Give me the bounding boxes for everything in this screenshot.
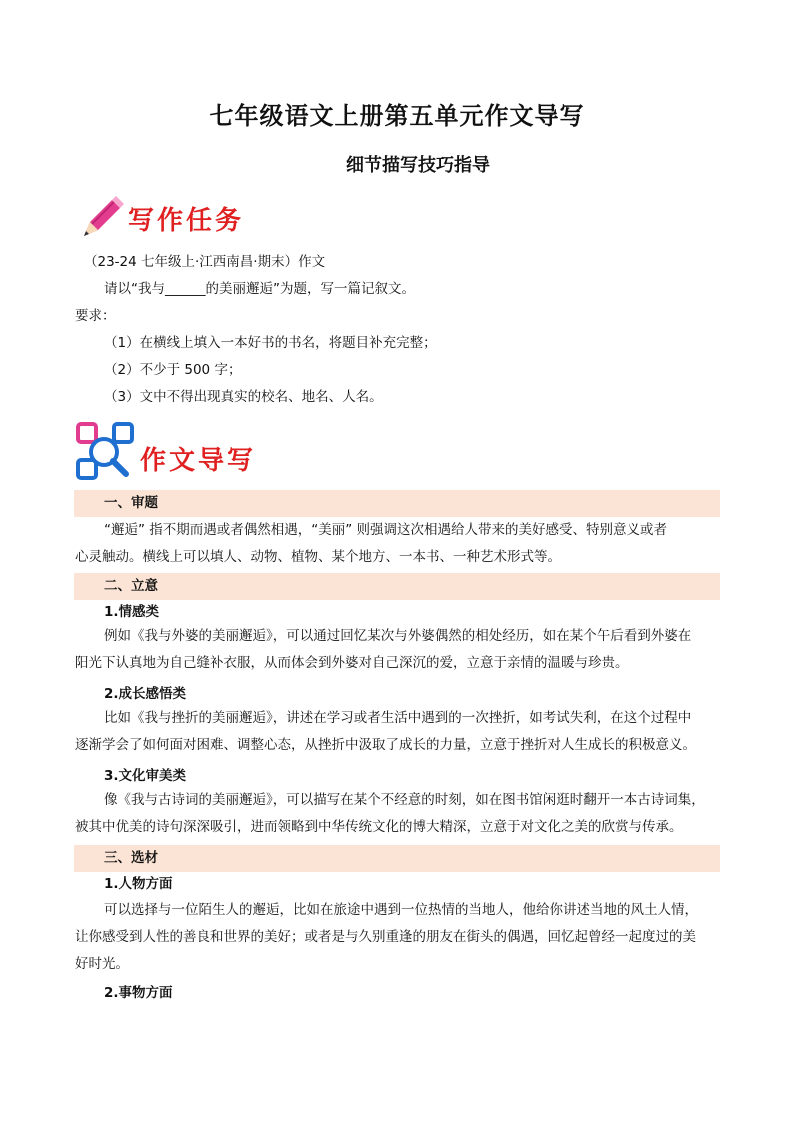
- culture-line-1: 像《我与古诗词的美丽邂逅》，可以描写在某个不经意的时刻，如在图书馆闲逛时翻开一本古诗词集，: [104, 792, 705, 808]
- task-prompt: 请以“我与______的美丽邂逅”为题，写一篇记叙文。: [104, 281, 415, 297]
- growth-line-2: 逐渐学会了如何面对困难、调整心态，从挫折中汲取了成长的力量，立意于挫折对人生成长的积极意义。: [75, 737, 696, 753]
- subtitle-culture: 3.文化审美类: [104, 768, 187, 784]
- section-title-material: 三、选材: [104, 850, 158, 866]
- requirement-2: （2）不少于 500 字；: [104, 362, 242, 378]
- people-line-2: 让你感受到人性的善良和世界的美好；或者是与久别重逢的朋友在街头的偶遇，回忆起曾经一起度过的美: [75, 929, 696, 945]
- requirement-1: （1）在横线上填入一本好书的书名，将题目补充完整；: [104, 335, 437, 351]
- section-title-review: 一、审题: [104, 495, 158, 511]
- page-subtitle: 细节描写技巧指导: [346, 155, 490, 176]
- growth-line-1: 比如《我与挫折的美丽邂逅》，讲述在学习或者生活中遇到的一次挫折，如考试失利，在这个过程中: [104, 710, 692, 726]
- subtitle-emotion: 1.情感类: [104, 604, 160, 620]
- task-source: （23-24 七年级上·江西南昌·期末）作文: [84, 254, 326, 270]
- subtitle-growth: 2.成长感悟类: [104, 686, 187, 702]
- section-band-review: [74, 490, 720, 517]
- review-line-1: “邂逅” 指不期而遇或者偶然相遇，“美丽” 则强调这次相遇给人带来的美好感受、特别意义或者: [104, 522, 668, 538]
- writing-guide-heading: 作文导写: [140, 446, 257, 476]
- pencil-icon: [76, 192, 126, 242]
- requirement-3: （3）文中不得出现真实的校名、地名、人名。: [104, 389, 383, 405]
- requirements-label: 要求：: [75, 308, 116, 324]
- subtitle-things: 2.事物方面: [104, 985, 173, 1001]
- emotion-line-1: 例如《我与外婆的美丽邂逅》，可以通过回忆某次与外婆偶然的相处经历，如在某个午后看到外婆在: [104, 628, 692, 644]
- people-line-1: 可以选择与一位陌生人的邂逅，比如在旅途中遇到一位热情的当地人，他给你讲述当地的风土人情，: [104, 902, 698, 918]
- subtitle-people: 1.人物方面: [104, 876, 173, 892]
- writing-task-heading: 写作任务: [128, 206, 245, 236]
- section-band-theme: [74, 573, 720, 600]
- section-title-theme: 二、立意: [104, 578, 158, 594]
- people-line-3: 好时光。: [75, 956, 129, 972]
- culture-line-2: 被其中优美的诗句深深吸引，进而领略到中华传统文化的博大精深，立意于对文化之美的欣赏与传承。: [75, 819, 683, 835]
- section-band-material: [74, 845, 720, 872]
- emotion-line-2: 阳光下认真地为自己缝补衣服，从而体会到外婆对自己深沉的爱，立意于亲情的温暖与珍贵。: [75, 655, 629, 671]
- page-title: 七年级语文上册第五单元作文导写: [209, 102, 585, 130]
- magnifier-icon: [76, 422, 136, 482]
- review-line-2: 心灵触动。横线上可以填人、动物、植物、某个地方、一本书、一种艺术形式等。: [75, 549, 561, 565]
